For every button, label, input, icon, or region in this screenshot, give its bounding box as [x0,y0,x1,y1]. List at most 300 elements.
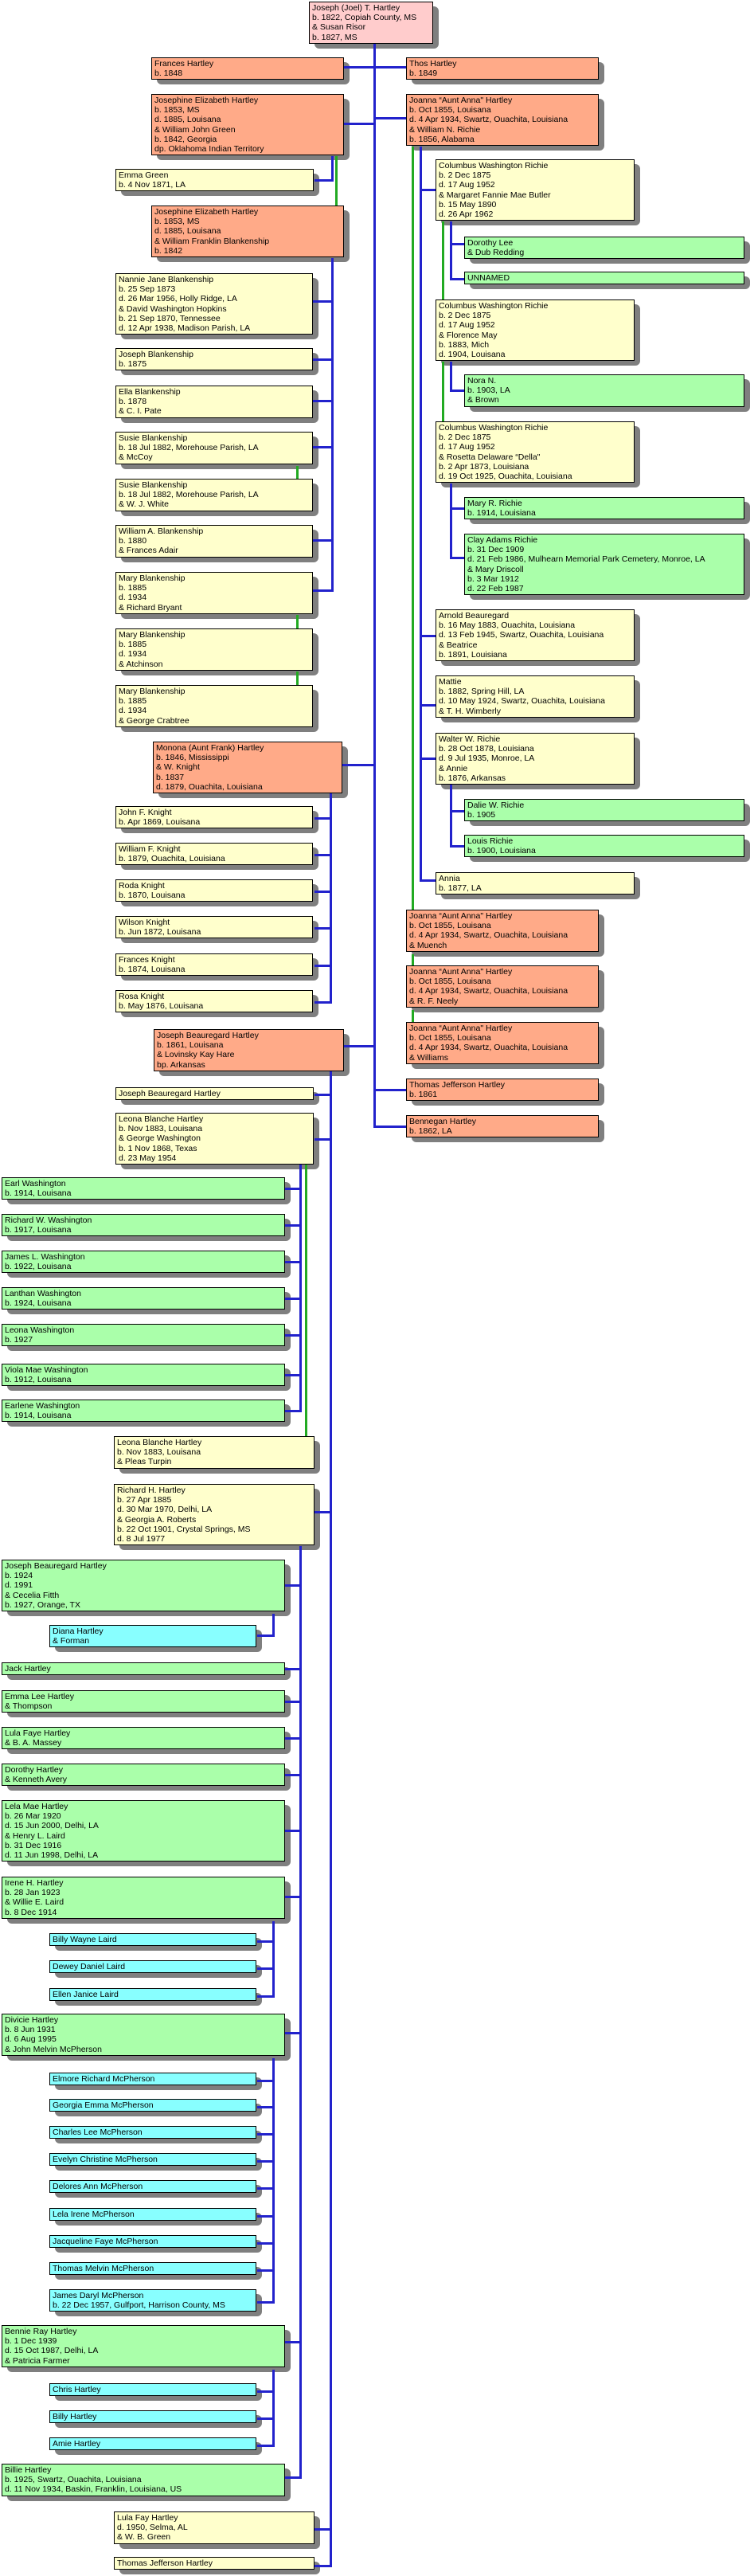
person-box-william-f-knight[interactable] [115,843,313,865]
descent-line-horizontal [257,1995,273,1998]
person-box-lela-mae-hartley[interactable] [2,1800,285,1862]
person-box-billy-hartley[interactable] [49,2410,256,2423]
descent-line-horizontal [314,1138,330,1141]
descent-line-horizontal [257,2301,273,2304]
person-detail-line: b. 1837 [156,772,185,782]
person-detail-line: d. 12 Apr 1938, Madison Parish, LA [119,323,251,334]
person-box-ellen-janice-laird[interactable] [49,1988,256,2001]
descent-line-horizontal [285,2341,300,2343]
person-detail-line: Lela Mae Hartley [5,1802,68,1811]
person-box-wilson-knight[interactable] [115,916,313,938]
person-box-leona-blanche-hartley-2[interactable] [114,1436,314,1469]
person-detail-line: b. 1927 [5,1335,33,1345]
person-detail-line: b. 1914, Louisana [5,1188,72,1199]
person-detail-line: Mary Blankenship [119,630,186,640]
descent-line-horizontal [420,189,436,191]
person-detail-line: & David Washington Hopkins [119,303,227,314]
person-box-columbus-washington-richie-3[interactable] [436,421,635,483]
person-detail-line: Thomas Jefferson Hartley [409,1080,506,1090]
descent-line-horizontal [451,810,464,812]
person-box-nannie-jane-blankenship[interactable] [115,273,313,335]
duplicate-link-line-vertical [305,1165,307,1436]
person-box-leona-washington[interactable] [2,1324,285,1346]
person-detail-line: Ellen Janice Laird [53,1990,119,1999]
person-box-susie-blankenship-1[interactable] [115,432,313,464]
person-detail-line: b. 1846, Mississippi [156,753,229,763]
person-detail-line: b. 16 May 1883, Ouachita, Louisiana [439,621,576,631]
person-detail-line: & Lovinsky Kay Hare [157,1050,235,1060]
person-detail-line: Monona (Aunt Frank) Hartley [156,743,264,753]
person-box-irene-h-hartley[interactable] [2,1877,285,1919]
person-detail-line: d. 4 Apr 1934, Swartz, Ouachita, Louisiana [409,986,568,996]
person-detail-line: b. 4 Nov 1871, LA [119,180,186,190]
person-detail-line: Susie Blankenship [119,480,188,490]
person-detail-line: b. 1903, LA [467,386,510,396]
person-box-josephine-elizabeth-hartley-1[interactable] [151,94,344,155]
person-box-thos-hartley[interactable] [406,57,599,80]
descent-line-horizontal [285,1737,300,1740]
descent-line-horizontal [314,2528,330,2531]
person-box-joanna-aunt-anna-hartley-1[interactable] [406,94,599,146]
descent-line-horizontal [257,2187,273,2190]
descent-line-horizontal [285,2032,300,2034]
person-detail-line: Joseph Beauregard Hartley [119,1089,221,1098]
descent-line-horizontal [420,704,436,707]
person-detail-line: Divicie Hartley [5,2015,59,2025]
person-detail-line: b. 1891, Louisiana [439,649,507,660]
person-detail-line: b. 1877, LA [439,883,482,894]
person-box-joanna-aunt-anna-hartley-2[interactable] [406,910,599,952]
person-box-delores-ann-mcpherson[interactable] [49,2180,256,2193]
person-detail-line: b. 1 Nov 1868, Texas [119,1143,197,1153]
person-detail-line: Lula Fay Hartley [117,2513,178,2523]
person-detail-line: b. 18 Jul 1882, Morehouse Parish, LA [119,490,259,500]
person-box-jack-hartley[interactable] [2,1662,285,1675]
person-detail-line: d. 21 Feb 1986, Mulhearn Memorial Park Cemetery, Monroe, LA [467,554,705,565]
person-detail-line: b. 3 Mar 1912 [467,574,519,584]
person-detail-line: b. 1922, Louisana [5,1262,72,1272]
person-detail-line: b. 1885 [119,583,147,593]
person-detail-line: b. 1861 [409,1090,438,1100]
person-box-mattie[interactable] [436,675,635,718]
person-detail-line: Richard H. Hartley [117,1486,186,1495]
person-box-leona-blanche-hartley-1[interactable] [115,1113,314,1165]
person-detail-line: Frances Knight [119,955,175,965]
person-detail-line: b. 22 Oct 1901, Crystal Springs, MS [117,1524,251,1534]
person-detail-line: Annia [439,874,460,883]
person-detail-line: & W. J. White [119,499,170,510]
person-detail-line: b. 22 Dec 1957, Gulfport, Harrison County, MS [53,2300,225,2311]
person-detail-line: b. 1842 [154,245,183,256]
descent-line-horizontal [451,278,464,280]
person-detail-line: & Thompson [5,1701,53,1712]
person-detail-line: Leona Blanche Hartley [119,1114,204,1124]
descent-line-horizontal [344,1045,374,1047]
descent-line-horizontal [257,1967,273,1970]
person-detail-line: b. Nov 1883, Louisana [117,1447,201,1458]
person-detail-line: Irene H. Hartley [5,1878,64,1888]
person-detail-line: Mary R. Richie [467,499,522,508]
person-detail-line: b. 1822, Copiah County, MS [312,13,417,23]
person-detail-line: Clay Adams Richie [467,535,538,545]
person-box-jacqueline-faye-mcpherson[interactable] [49,2235,256,2248]
person-detail-line: & Georgia A. Roberts [117,1514,197,1525]
person-detail-line: Georgia Emma McPherson [53,2100,154,2110]
person-box-dorothy-lee[interactable] [464,237,744,259]
person-box-arnold-beauregard[interactable] [436,609,635,661]
person-detail-line: Emma Green [119,170,169,180]
descent-line-horizontal [420,758,436,760]
person-detail-line: & Pleas Turpin [117,1457,172,1467]
person-detail-line: Diana Hartley [53,1627,104,1636]
person-box-georgia-emma-mcpherson[interactable] [49,2099,256,2112]
person-detail-line: d. 26 Apr 1962 [439,209,494,220]
person-detail-line: Earlene Washington [5,1401,80,1411]
person-detail-line: b. 1924, Louisana [5,1298,72,1309]
descent-line-horizontal [374,1089,406,1091]
person-detail-line: b. 27 Apr 1885 [117,1495,172,1505]
person-box-josephine-elizabeth-hartley-2[interactable] [151,206,344,257]
descent-line-horizontal [285,1374,300,1376]
person-box-evelyn-christine-mcpherson[interactable] [49,2153,256,2166]
person-detail-line: Roda Knight [119,881,165,891]
person-box-william-a-blankenship[interactable] [115,525,313,558]
person-detail-line: & McCoy [119,452,153,463]
person-detail-line: Evelyn Christine McPherson [53,2155,158,2164]
person-box-clay-adams-richie[interactable] [464,534,744,595]
descent-line-horizontal [285,1410,300,1412]
person-detail-line: & William Franklin Blankenship [154,236,270,246]
person-detail-line: b. 1853, MS [154,105,200,115]
person-detail-line: d. 13 Feb 1945, Swartz, Ouachita, Louisiana [439,630,604,640]
person-detail-line: b. 1876, Arkansas [439,773,506,783]
person-box-emma-green[interactable] [115,169,314,191]
person-box-earl-washington[interactable] [2,1177,285,1200]
person-detail-line: b. 1862, LA [409,1126,452,1137]
descent-line-vertical [373,42,376,1128]
person-detail-line: & Atchinson [119,659,163,669]
person-detail-line: Columbus Washington Richie [439,423,549,433]
person-detail-line: b. 28 Jan 1923 [5,1888,61,1898]
person-detail-line: Charles Lee McPherson [53,2128,143,2137]
person-detail-line: b. 8 Dec 1914 [5,1907,57,1917]
duplicate-link-line-vertical [412,147,414,910]
descent-line-horizontal [314,927,330,930]
person-detail-line: Chris Hartley [53,2385,101,2394]
descent-line-horizontal [313,358,332,361]
person-box-james-l-washington[interactable] [2,1251,285,1273]
descent-line-horizontal [342,764,374,766]
descent-line-horizontal [451,243,464,245]
person-detail-line: d. 19 Oct 1925, Ouachita, Louisiana [439,472,572,482]
person-box-thomas-melvin-mcpherson[interactable] [49,2262,256,2275]
person-detail-line: d. 22 Feb 1987 [467,584,524,594]
person-detail-line: d. 1934 [119,593,147,603]
person-box-charles-lee-mcpherson[interactable] [49,2126,256,2139]
person-box-joseph-blankenship[interactable] [115,348,313,370]
person-detail-line: b. Oct 1855, Louisana [409,105,491,115]
person-box-lela-irene-mcpherson[interactable] [49,2208,256,2221]
descent-line-horizontal [257,2445,273,2447]
person-detail-line: Susie Blankenship [119,433,188,443]
person-box-billy-wayne-laird[interactable] [49,1933,256,1946]
person-detail-line: Joanna “Aunt Anna" Hartley [409,96,513,105]
person-box-frances-knight[interactable] [115,953,313,976]
person-detail-line: b. 1924 [5,1571,33,1581]
person-box-mary-blankenship-1[interactable] [115,572,313,614]
person-detail-line: Dalie W. Richie [467,801,525,810]
person-box-lanthan-washington[interactable] [2,1287,285,1310]
person-box-john-f-knight[interactable] [115,806,313,828]
person-detail-line: b. 1885 [119,696,147,707]
person-box-thomas-jefferson-hartley-1[interactable] [406,1079,599,1101]
person-detail-line: & Brown [467,395,499,405]
descent-line-horizontal [313,589,332,592]
person-detail-line: b. 1827, MS [312,32,357,42]
person-detail-line: Mary Blankenship [119,687,186,696]
person-detail-line: & Rosetta Delaware “Della" [439,452,541,462]
person-box-rosa-knight[interactable] [115,990,313,1012]
person-detail-line: d. 23 May 1954 [119,1153,177,1163]
person-detail-line: d. 15 Oct 1987, Delhi, LA [5,2346,99,2356]
person-detail-line: Emma Lee Hartley [5,1692,74,1701]
person-detail-line: b. 1861, Louisana [157,1040,224,1051]
person-detail-line: d. 1991 [5,1580,33,1591]
person-detail-line: b. 1842, Georgia [154,134,217,144]
person-detail-line: & T. H. Wimberly [439,706,501,716]
person-box-emma-lee-hartley[interactable] [2,1690,285,1713]
person-box-walter-w-richie[interactable] [436,733,635,785]
person-box-mary-blankenship-3[interactable] [115,685,313,727]
person-box-mary-blankenship-2[interactable] [115,628,313,671]
person-detail-line: John F. Knight [119,808,172,817]
person-detail-line: b. 1883, Mich [439,339,490,350]
descent-line-horizontal [285,1261,300,1263]
person-detail-line: & W. Knight [156,762,200,773]
descent-line-horizontal [257,2269,273,2272]
person-detail-line: b. 1914, Louisana [5,1411,72,1421]
person-detail-line: b. Oct 1855, Louisana [409,1033,491,1043]
person-detail-line: Lanthan Washington [5,1289,81,1298]
person-box-joseph-joel-t-hartley[interactable] [309,2,433,44]
person-box-chris-hartley[interactable] [49,2383,256,2396]
person-box-richard-w-washington[interactable] [2,1214,285,1236]
person-box-thomas-jefferson-hartley-2[interactable] [114,2557,314,2570]
person-box-ella-blankenship[interactable] [115,386,313,418]
person-detail-line: d. 1904, Louisana [439,350,506,360]
descent-line-vertical [330,793,332,1004]
person-box-louis-richie[interactable] [464,835,744,857]
person-box-amie-hartley[interactable] [49,2437,256,2450]
person-box-richard-h-hartley[interactable] [114,1484,314,1545]
person-box-susie-blankenship-2[interactable] [115,479,313,511]
person-box-earlene-washington[interactable] [2,1400,285,1422]
person-box-roda-knight[interactable] [115,879,313,902]
person-detail-line: d. 1885, Louisana [154,226,221,237]
person-detail-line: d. 1879, Ouachita, Louisiana [156,781,263,792]
person-detail-line: b. 25 Sep 1873 [119,284,176,295]
descent-line-vertical [272,2058,275,2304]
person-box-bennegan-hartley[interactable] [406,1115,599,1137]
person-box-divicie-hartley[interactable] [2,2014,285,2056]
person-detail-line: Joseph (Joel) T. Hartley [312,3,400,13]
person-detail-line: Walter W. Richie [439,734,501,744]
descent-line-horizontal [313,446,332,448]
person-detail-line: b. 1927, Orange, TX [5,1599,80,1610]
person-detail-line: b. 31 Dec 1909 [467,545,525,555]
person-box-joseph-beauregard-hartley-1[interactable] [154,1029,344,1071]
person-detail-line: b. 2 Dec 1875 [439,433,491,443]
person-box-dewey-daniel-laird[interactable] [49,1960,256,1973]
person-detail-line: William F. Knight [119,844,181,854]
person-box-dalie-w-richie[interactable] [464,799,744,821]
person-detail-line: b. 1880 [119,536,147,546]
person-box-elmore-richard-mcpherson[interactable] [49,2073,256,2085]
descent-line-horizontal [285,1830,300,1832]
person-detail-line: Lela Irene McPherson [53,2210,135,2219]
person-detail-line: Leona Washington [5,1325,75,1335]
person-detail-line: b. 15 May 1890 [439,199,497,209]
descent-line-horizontal [257,2106,273,2108]
person-detail-line: d. 17 Aug 1952 [439,442,495,452]
person-box-lula-fay-hartley[interactable] [114,2511,314,2544]
person-detail-line: Joseph Blankenship [119,350,193,359]
person-detail-line: b. 2 Dec 1875 [439,311,491,321]
person-detail-line: & John Melvin McPherson [5,2044,102,2054]
person-detail-line: & Frances Adair [119,546,178,556]
person-detail-line: d. 10 May 1924, Swartz, Ouachita, Louisiana [439,696,605,707]
descent-line-horizontal [314,2565,330,2567]
descent-line-vertical [299,1546,302,2479]
person-detail-line: d. 1885, Louisana [154,115,221,125]
person-detail-line: & Forman [53,1636,90,1646]
person-box-nora-n[interactable] [464,374,744,407]
descent-line-horizontal [285,1334,300,1337]
person-detail-line: b. 31 Dec 1916 [5,1840,62,1850]
descent-line-horizontal [344,66,406,69]
person-box-james-daryl-mcpherson[interactable] [49,2289,256,2312]
person-box-diana-hartley[interactable] [49,1625,256,1647]
person-box-lula-faye-hartley[interactable] [2,1727,285,1749]
descent-line-horizontal [257,2417,273,2420]
person-box-joseph-beauregard-hartley-3[interactable] [2,1560,285,1611]
descent-line-vertical [331,258,334,592]
person-detail-line: Mattie [439,677,462,687]
person-detail-line: & W. B. Green [117,2532,171,2543]
descent-line-horizontal [285,1774,300,1776]
descent-line-horizontal [314,965,330,967]
person-detail-line: Amie Hartley [53,2439,101,2449]
person-box-columbus-washington-richie-1[interactable] [436,159,635,221]
person-detail-line: & William N. Richie [409,124,481,135]
person-detail-line: Jacqueline Faye McPherson [53,2237,158,2246]
duplicate-link-line-vertical [442,221,444,299]
person-box-billie-hartley[interactable] [2,2464,285,2496]
descent-line-horizontal [257,2242,273,2245]
person-box-bennie-ray-hartley[interactable] [2,2325,285,2367]
person-detail-line: & Kenneth Avery [5,1775,68,1785]
person-detail-line: b. 1848 [154,69,183,79]
person-box-frances-hartley[interactable] [151,57,344,80]
person-detail-line: b. 28 Oct 1878, Louisiana [439,744,534,754]
person-box-annia[interactable] [436,872,635,895]
person-detail-line: & Williams [409,1052,448,1063]
person-box-mary-r-richie[interactable] [464,497,744,519]
person-detail-line: b. 18 Jul 1882, Morehouse Parish, LA [119,443,259,453]
person-detail-line: Joseph Beauregard Hartley [5,1561,107,1571]
person-detail-line: d. 11 Nov 1934, Baskin, Franklin, Louisiana, US [5,2484,182,2495]
descent-line-horizontal [285,1668,300,1670]
descent-line-horizontal [451,557,464,559]
descent-line-vertical [330,1071,332,2567]
person-box-joseph-beauregard-hartley-2[interactable] [115,1087,314,1100]
descent-line-horizontal [285,1298,300,1300]
person-detail-line: & Beatrice [439,640,478,650]
descent-line-horizontal [285,1188,300,1190]
descent-line-horizontal [257,2133,273,2136]
person-detail-line: b. 1882, Spring Hill, LA [439,687,525,697]
descent-line-horizontal [313,539,332,542]
person-detail-line: Louis Richie [467,836,514,846]
person-detail-line: Ella Blankenship [119,387,181,397]
person-box-viola-mae-washington[interactable] [2,1364,285,1386]
person-detail-line: & Henry L. Laird [5,1830,65,1841]
descent-line-horizontal [451,390,464,392]
person-detail-line: b. Apr 1869, Louisana [119,817,201,828]
person-detail-line: Jack Hartley [5,1664,51,1674]
person-box-joanna-aunt-anna-hartley-4[interactable] [406,1022,599,1064]
person-detail-line: Mary Blankenship [119,574,186,583]
person-detail-line: Delores Ann McPherson [53,2182,143,2191]
person-detail-line: d. 11 Jun 1998, Delhi, LA [5,1850,99,1861]
person-detail-line: & Mary Driscoll [467,564,524,574]
person-detail-line: & B. A. Massey [5,1738,62,1748]
descent-line-vertical [450,362,452,392]
person-detail-line: Earl Washington [5,1179,66,1188]
descent-line-horizontal [314,1001,330,1004]
person-detail-line: d. 15 Jun 2000, Delhi, LA [5,1821,99,1831]
descent-line-horizontal [257,1634,273,1637]
person-detail-line: b. 1879, Ouachita, Louisiana [119,854,225,864]
descent-line-vertical [272,2370,275,2447]
descent-line-horizontal [257,2160,273,2163]
person-detail-line: b. 1853, MS [154,217,200,227]
person-box-columbus-washington-richie-2[interactable] [436,299,635,361]
person-detail-line: b. 1900, Louisiana [467,846,536,856]
descent-line-horizontal [314,854,330,856]
person-detail-line: b. Oct 1855, Louisana [409,921,491,931]
person-detail-line: & Susan Risor [312,22,366,33]
person-detail-line: bp. Arkansas [157,1059,205,1070]
person-detail-line: Joanna “Aunt Anna" Hartley [409,967,513,977]
person-detail-line: b. 2 Apr 1873, Louisiana [439,461,529,472]
descent-line-horizontal [344,123,374,125]
person-box-monona-aunt-frank-hartley[interactable] [153,742,342,793]
person-detail-line: James Daryl McPherson [53,2291,144,2300]
person-detail-line: Dorothy Lee [467,238,514,248]
descent-line-horizontal [314,891,330,893]
person-box-dorothy-hartley[interactable] [2,1764,285,1786]
person-box-joanna-aunt-anna-hartley-3[interactable] [406,965,599,1008]
person-detail-line: b. 1925, Swartz, Ouachita, Louisiana [5,2475,142,2485]
person-detail-line: b. 21 Sep 1870, Tennessee [119,313,221,323]
person-detail-line: b. 1917, Louisana [5,1225,72,1235]
person-detail-line: & Annie [439,763,468,773]
person-detail-line: & Patricia Farmer [5,2355,70,2366]
descent-line-horizontal [314,1511,330,1513]
person-box-unnamed[interactable] [464,272,744,284]
person-detail-line: & Florence May [439,330,498,340]
